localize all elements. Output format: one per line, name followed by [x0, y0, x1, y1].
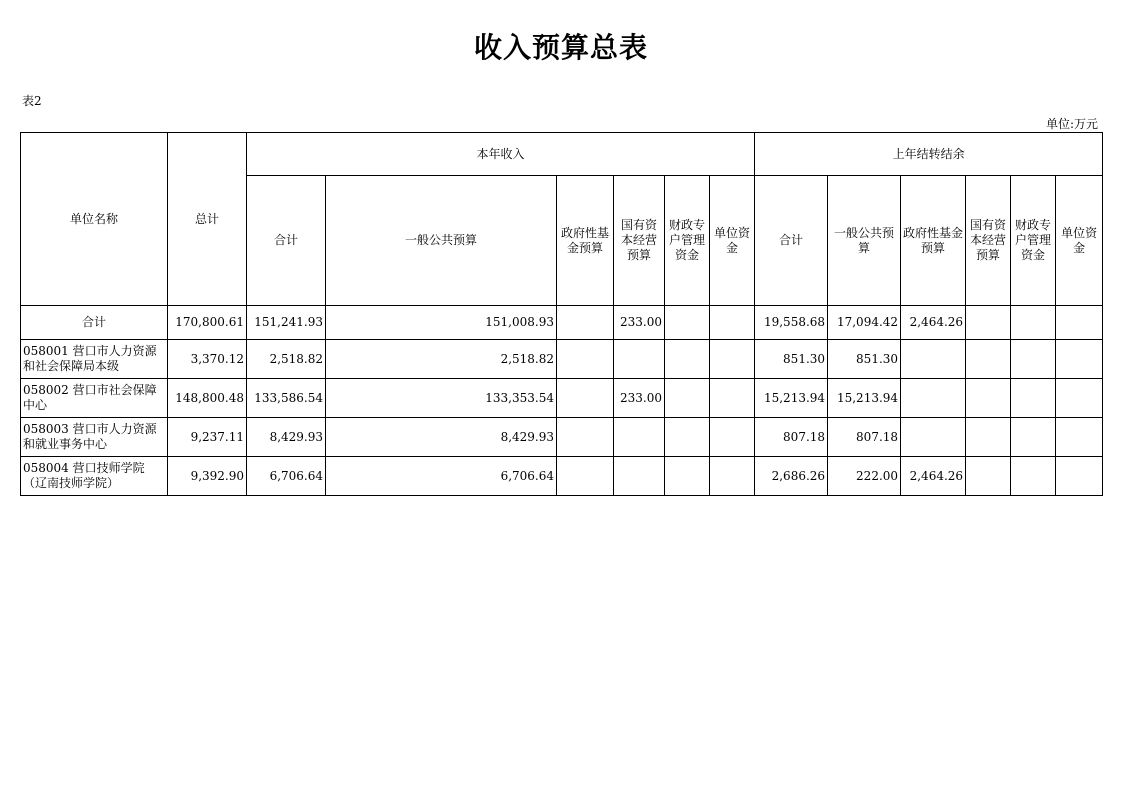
cell-co-gov-fund: 2,464.26 [901, 457, 966, 496]
header-cy-gov-fund: 政府性基金预算 [557, 176, 614, 306]
header-unit-name: 单位名称 [21, 133, 168, 306]
cell-co-subtotal: 807.18 [755, 418, 828, 457]
cell-co-subtotal: 851.30 [755, 340, 828, 379]
row-name: 058003 营口市人力资源和就业事务中心 [21, 418, 168, 457]
cell-co-general-budget: 17,094.42 [828, 306, 901, 340]
cell-cy-general-budget: 8,429.93 [326, 418, 557, 457]
cell-cy-gov-fund [557, 418, 614, 457]
cell-co-state-capital [966, 340, 1011, 379]
cell-cy-subtotal: 151,241.93 [247, 306, 326, 340]
cell-cy-unit-funds [710, 340, 755, 379]
page-title: 收入预算总表 [473, 31, 648, 64]
cell-co-unit-funds [1056, 418, 1103, 457]
cell-cy-state-capital: 233.00 [614, 306, 665, 340]
cell-co-unit-funds [1056, 379, 1103, 418]
unit-label: 单位:万元 [1045, 117, 1098, 131]
row-name: 058001 营口市人力资源和社会保障局本级 [21, 340, 168, 379]
cell-cy-special-account [665, 340, 710, 379]
cell-co-unit-funds [1056, 306, 1103, 340]
header-co-state-capital: 国有资本经营预算 [966, 176, 1011, 306]
cell-co-special-account [1011, 457, 1056, 496]
cell-co-gov-fund [901, 379, 966, 418]
cell-cy-general-budget: 151,008.93 [326, 306, 557, 340]
cell-co-special-account [1011, 340, 1056, 379]
cell-co-state-capital [966, 457, 1011, 496]
table-row [21, 379, 1103, 418]
header-total: 总计 [168, 133, 247, 306]
header-cy-general-budget: 一般公共预算 [326, 176, 557, 306]
cell-cy-state-capital [614, 340, 665, 379]
cell-cy-subtotal: 6,706.64 [247, 457, 326, 496]
cell-cy-general-budget: 133,353.54 [326, 379, 557, 418]
cell-cy-unit-funds [710, 418, 755, 457]
cell-co-special-account [1011, 379, 1056, 418]
cell-co-general-budget: 807.18 [828, 418, 901, 457]
cell-total: 148,800.48 [168, 379, 247, 418]
cell-co-subtotal: 15,213.94 [755, 379, 828, 418]
cell-total: 9,392.90 [168, 457, 247, 496]
cell-cy-unit-funds [710, 306, 755, 340]
cell-cy-special-account [665, 306, 710, 340]
header-co-unit-funds: 单位资金 [1056, 176, 1103, 306]
cell-cy-gov-fund [557, 306, 614, 340]
row-name: 058004 营口技师学院（辽南技师学院） [21, 457, 168, 496]
cell-total: 170,800.61 [168, 306, 247, 340]
income-budget-table [20, 132, 1103, 496]
row-name: 合计 [21, 306, 168, 340]
cell-cy-state-capital: 233.00 [614, 379, 665, 418]
cell-co-general-budget: 15,213.94 [828, 379, 901, 418]
header-co-special-account: 财政专户管理资金 [1011, 176, 1056, 306]
cell-cy-state-capital [614, 418, 665, 457]
header-current-year: 本年收入 [247, 133, 755, 176]
header-co-general-budget: 一般公共预算 [828, 176, 901, 306]
cell-cy-special-account [665, 379, 710, 418]
header-cy-state-capital: 国有资本经营预算 [614, 176, 665, 306]
cell-cy-gov-fund [557, 340, 614, 379]
cell-co-gov-fund [901, 340, 966, 379]
cell-total: 9,237.11 [168, 418, 247, 457]
header-carryover: 上年结转结余 [755, 133, 1103, 176]
cell-co-general-budget: 222.00 [828, 457, 901, 496]
cell-co-gov-fund [901, 418, 966, 457]
cell-cy-gov-fund [557, 457, 614, 496]
cell-cy-general-budget: 2,518.82 [326, 340, 557, 379]
cell-total: 3,370.12 [168, 340, 247, 379]
table-row [21, 457, 1103, 496]
cell-cy-unit-funds [710, 379, 755, 418]
cell-cy-gov-fund [557, 379, 614, 418]
cell-cy-unit-funds [710, 457, 755, 496]
table-row-total [21, 306, 1103, 340]
header-co-subtotal: 合计 [755, 176, 828, 306]
table-row [21, 340, 1103, 379]
cell-co-special-account [1011, 418, 1056, 457]
cell-cy-special-account [665, 457, 710, 496]
cell-cy-subtotal: 133,586.54 [247, 379, 326, 418]
table-row [21, 418, 1103, 457]
cell-cy-general-budget: 6,706.64 [326, 457, 557, 496]
cell-co-state-capital [966, 418, 1011, 457]
header-cy-unit-funds: 单位资金 [710, 176, 755, 306]
header-co-gov-fund: 政府性基金预算 [901, 176, 966, 306]
header-cy-special-account: 财政专户管理资金 [665, 176, 710, 306]
cell-co-unit-funds [1056, 340, 1103, 379]
cell-co-general-budget: 851.30 [828, 340, 901, 379]
cell-cy-subtotal: 8,429.93 [247, 418, 326, 457]
cell-cy-special-account [665, 418, 710, 457]
cell-cy-state-capital [614, 457, 665, 496]
cell-co-unit-funds [1056, 457, 1103, 496]
cell-co-state-capital [966, 306, 1011, 340]
cell-co-subtotal: 19,558.68 [755, 306, 828, 340]
cell-cy-subtotal: 2,518.82 [247, 340, 326, 379]
row-name: 058002 营口市社会保障中心 [21, 379, 168, 418]
cell-co-gov-fund: 2,464.26 [901, 306, 966, 340]
header-cy-subtotal: 合计 [247, 176, 326, 306]
cell-co-special-account [1011, 306, 1056, 340]
table-number: 表2 [22, 94, 42, 108]
cell-co-state-capital [966, 379, 1011, 418]
cell-co-subtotal: 2,686.26 [755, 457, 828, 496]
